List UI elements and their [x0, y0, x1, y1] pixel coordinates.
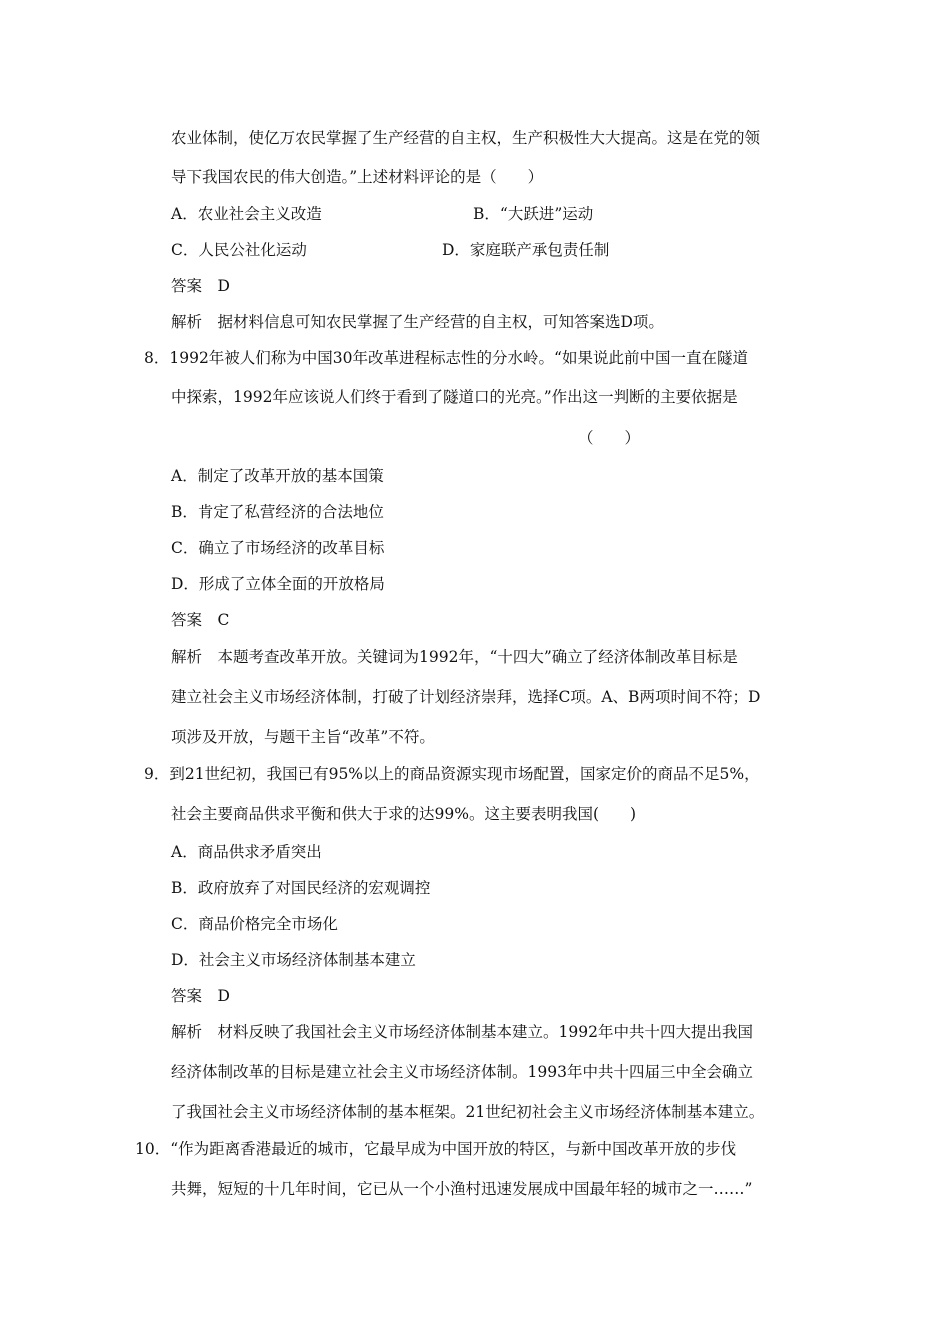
- q8-option-a: A．制定了改革开放的基本国策: [171, 467, 384, 485]
- q7-answer: 答案 D: [171, 277, 230, 295]
- q9-stem-line-1: 9．到21世纪初，我国已有95%以上的商品资源实现市场配置，国家定价的商品不足5%，: [144, 765, 760, 783]
- q10-stem-line-1: 10．“作为距离香港最近的城市，它最早成为中国开放的特区，与新中国改革开放的步伐: [135, 1140, 737, 1158]
- q9-analysis-line-2: 经济体制改革的目标是建立社会主义市场经济体制。1993年中共十四届三中全会确立: [171, 1063, 753, 1081]
- q10-stem-line-2: 共舞，短短的十几年时间，它已从一个小渔村迅速发展成中国最年轻的城市之一……”: [171, 1180, 753, 1198]
- q9-option-b: B．政府放弃了对国民经济的宏观调控: [171, 879, 431, 897]
- q8-analysis-line-1: 解析 本题考查改革开放。关键词为1992年，“十四大”确立了经济体制改革目标是: [171, 648, 738, 666]
- q9-option-d: D．社会主义市场经济体制基本建立: [171, 951, 416, 969]
- q7-stem-line-2: 导下我国农民的伟大创造。”上述材料评论的是（ ）: [171, 168, 544, 186]
- q9-option-c: C．商品价格完全市场化: [171, 915, 338, 933]
- q7-option-b: B．“大跃进”运动: [473, 205, 594, 223]
- q8-answer: 答案 C: [171, 611, 230, 629]
- q7-option-a: A．农业社会主义改造: [171, 205, 322, 223]
- q7-analysis: 解析 据材料信息可知农民掌握了生产经营的自主权，可知答案选D项。: [171, 313, 664, 331]
- q8-stem-line-1: 8．1992年被人们称为中国30年改革进程标志性的分水岭。“如果说此前中国一直在隧道: [144, 349, 748, 367]
- q8-stem-line-2: 中探索，1992年应该说人们终于看到了隧道口的光亮。”作出这一判断的主要依据是: [171, 388, 738, 406]
- q8-answer-bracket: （ ）: [578, 429, 641, 447]
- q9-answer: 答案 D: [171, 987, 230, 1005]
- q8-option-c: C．确立了市场经济的改革目标: [171, 539, 385, 557]
- q9-analysis-line-3: 了我国社会主义市场经济体制的基本框架。21世纪初社会主义市场经济体制基本建立。: [171, 1103, 765, 1121]
- q8-option-d: D．形成了立体全面的开放格局: [171, 575, 385, 593]
- q7-stem-line-1: 农业体制，使亿万农民掌握了生产经营的自主权，生产积极性大大提高。这是在党的领: [171, 129, 761, 147]
- q7-option-c: C．人民公社化运动: [171, 241, 307, 259]
- q9-option-a: A．商品供求矛盾突出: [171, 843, 322, 861]
- q9-analysis-line-1: 解析 材料反映了我国社会主义市场经济体制基本建立。1992年中共十四大提出我国: [171, 1023, 753, 1041]
- q8-option-b: B．肯定了私营经济的合法地位: [171, 503, 384, 521]
- q9-stem-line-2: 社会主要商品供求平衡和供大于求的达99%。这主要表明我国( ): [171, 805, 637, 823]
- q8-analysis-line-2: 建立社会主义市场经济体制，打破了计划经济崇拜，选择C项。A、B两项时间不符；D: [171, 688, 761, 706]
- q7-option-d: D．家庭联产承包责任制: [442, 241, 610, 259]
- q8-analysis-line-3: 项涉及开放，与题干主旨“改革”不符。: [171, 728, 435, 746]
